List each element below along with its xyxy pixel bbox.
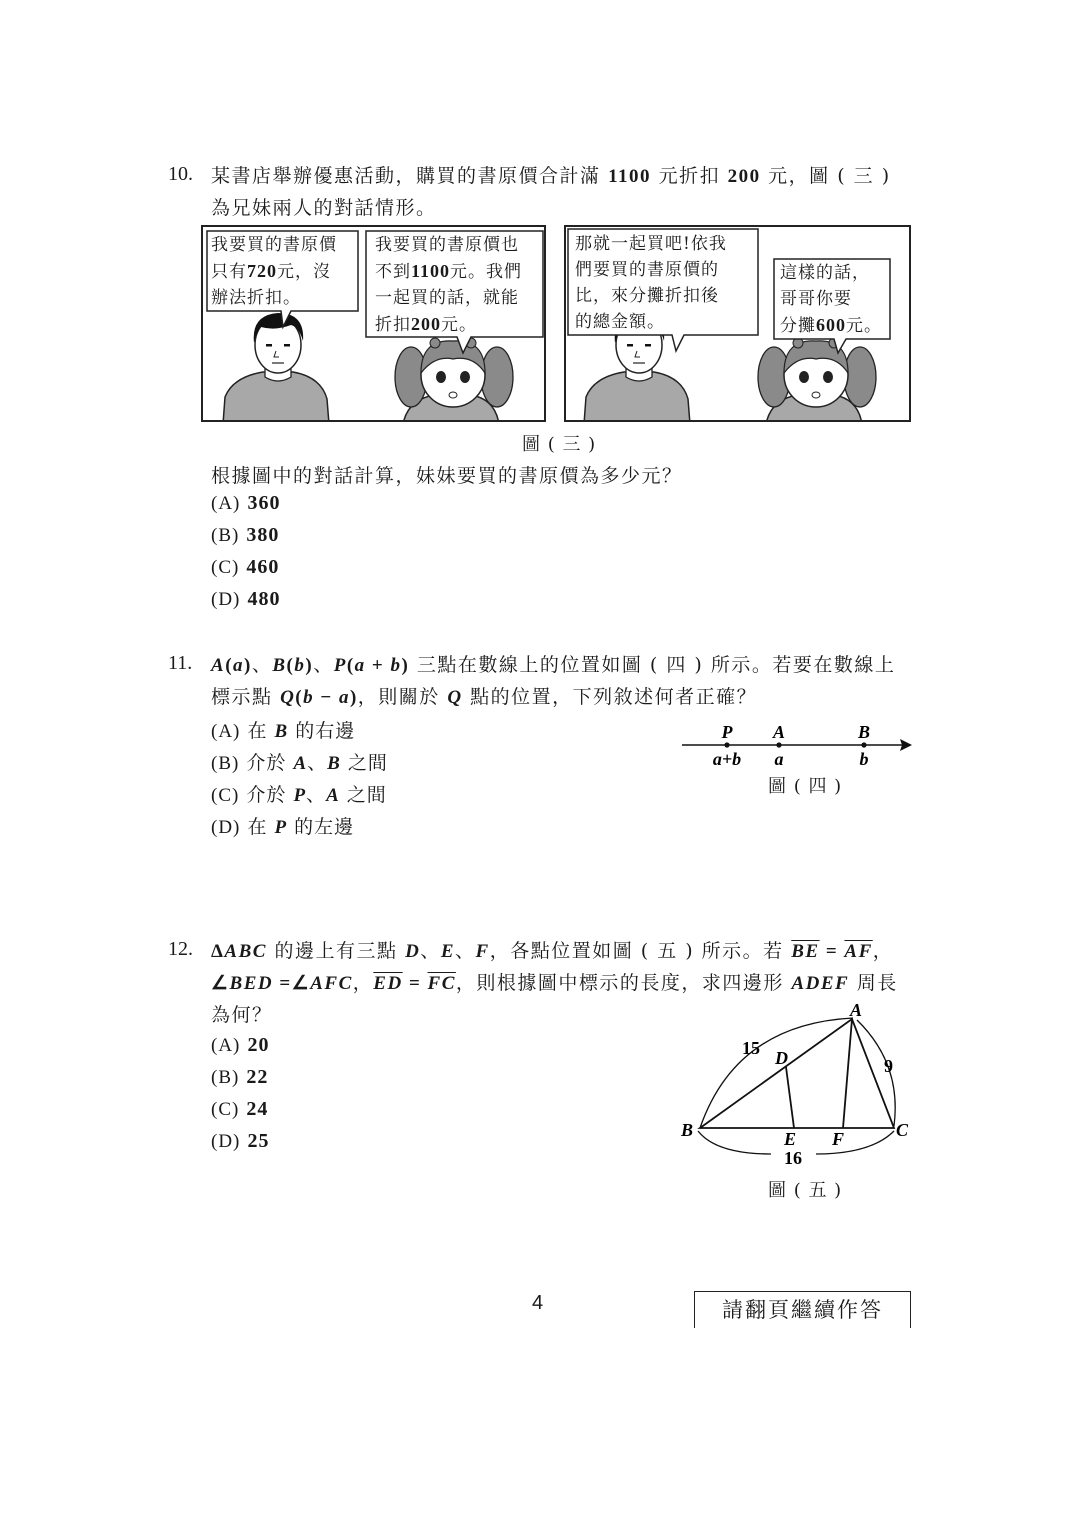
q12-triangle-name: ABC xyxy=(224,941,267,962)
q12-option-b[interactable] xyxy=(211,1066,268,1089)
bubble-line: 比，來分攤折扣後 xyxy=(575,286,719,306)
boy-figure xyxy=(223,313,329,422)
point-d-label: D xyxy=(775,1048,788,1068)
bubble-line: 一起買的話，就能 xyxy=(375,288,519,308)
comic-panel-2 xyxy=(564,225,911,422)
option-text: 在 xyxy=(247,720,268,742)
q11-stem-line2: 標示點 Q(b − a)，則關於 Q 點的位置，下列敘述何者正確？ xyxy=(211,686,758,708)
bubble-line xyxy=(375,258,545,285)
option-value: 25 xyxy=(247,1130,270,1152)
label-a: A xyxy=(772,722,786,742)
figure-3-caption: 圖 ( 三 ) xyxy=(522,434,597,455)
option-var: A xyxy=(293,753,308,774)
girl-figure xyxy=(395,338,513,422)
option-label: (A) xyxy=(211,721,241,742)
bubble-line xyxy=(375,311,545,338)
option-value: 380 xyxy=(246,524,280,546)
q11-stem-line1: A(a)、B(b)、P(a + b) 三點在數線上的位置如圖 ( 四 ) 所示。若要在數線上 xyxy=(211,654,896,676)
bubble-number: 600 xyxy=(816,315,846,335)
option-text: 之間 xyxy=(347,752,388,774)
girl-figure xyxy=(758,338,876,422)
speech-bubble-girl-2 xyxy=(780,260,892,339)
brace-arc-bc-left xyxy=(698,1131,771,1154)
bubble-text-seg: 折扣 xyxy=(375,315,411,335)
option-var: B xyxy=(274,721,289,742)
option-value: 460 xyxy=(246,556,280,578)
point-e-label: E xyxy=(784,1129,797,1149)
label-p: P xyxy=(721,722,733,742)
bubble-text-seg: 元。 xyxy=(846,316,882,336)
bubble-line: 辦法折扣。 xyxy=(211,288,301,308)
point-a-dot xyxy=(776,742,781,747)
bubble-number: 1100 xyxy=(411,261,451,281)
q12-stem-line2: ∠BED =∠AFC，$\overline{ED} = \overline{FC}$，則根據圖中標示的長度，求四邊形 ADEF 周長 xyxy=(211,972,898,994)
option-text: 在 xyxy=(247,816,268,838)
vertex-a-label: A xyxy=(850,1004,863,1020)
q10-number: 10. xyxy=(168,163,193,185)
coord-a-plus-b: a+b xyxy=(712,749,742,769)
bubble-line xyxy=(780,312,892,339)
option-text: 介於 xyxy=(246,752,287,774)
figure-4-caption: 圖 ( 四 ) xyxy=(768,776,843,797)
turn-page-box: 請翻頁繼續作答 xyxy=(694,1291,911,1328)
option-text: 介於 xyxy=(246,784,287,806)
option-label: (A) xyxy=(211,1035,241,1056)
speech-bubble-boy-1 xyxy=(211,232,361,311)
vertex-b-label: B xyxy=(681,1120,694,1140)
bubble-line: 我要買的書原價也 xyxy=(375,235,519,255)
bubble-text-seg: 不到 xyxy=(375,262,411,282)
bubble-line: 哥哥你要 xyxy=(780,289,852,309)
coord-b: b xyxy=(859,749,869,769)
option-var: P xyxy=(293,785,307,806)
option-value: 22 xyxy=(246,1066,269,1088)
q10-option-a[interactable] xyxy=(211,492,280,515)
brace-arc-bc-right xyxy=(816,1131,894,1154)
option-text: 的右邊 xyxy=(295,720,356,742)
option-label: (B) xyxy=(211,753,240,774)
segment-de xyxy=(786,1067,794,1128)
q11-option-a[interactable] xyxy=(211,716,355,743)
q11-number: 11. xyxy=(168,652,193,674)
q11-points-expr: A xyxy=(211,655,226,676)
figure-5-caption: 圖 ( 五 ) xyxy=(768,1180,843,1201)
point-b-dot xyxy=(861,742,866,747)
option-label: (B) xyxy=(211,1067,240,1088)
segment-af xyxy=(843,1019,852,1128)
option-label: (C) xyxy=(211,1099,240,1120)
bubble-number: 720 xyxy=(247,261,277,281)
q11-option-b[interactable] xyxy=(211,748,388,775)
length-16-label: 16 xyxy=(784,1148,802,1168)
option-value: 360 xyxy=(247,492,281,514)
option-label: (B) xyxy=(211,525,240,546)
option-label: (D) xyxy=(211,817,241,838)
triangle-figure xyxy=(676,1004,916,1174)
label-b: B xyxy=(857,722,871,742)
speech-bubble-boy-2 xyxy=(575,231,759,335)
bubble-line xyxy=(211,258,361,285)
q10-threshold: 1100 xyxy=(608,166,652,187)
bubble-text-seg: 只有 xyxy=(211,262,247,282)
q10-discount: 200 xyxy=(727,166,761,187)
option-var: B xyxy=(327,753,341,774)
bubble-line: 的總金額。 xyxy=(575,312,665,332)
q11-option-d[interactable] xyxy=(211,812,354,839)
q10-option-c[interactable] xyxy=(211,556,279,579)
option-var: A xyxy=(326,785,340,806)
length-9-label: 9 xyxy=(884,1056,893,1076)
option-sep: 、 xyxy=(307,752,328,774)
point-f-label: F xyxy=(832,1129,845,1149)
q12-number: 12. xyxy=(168,938,193,960)
bubble-text-seg: 元。 xyxy=(441,315,477,335)
option-label: (A) xyxy=(211,493,241,514)
q11-stem-text-a: 標示點 xyxy=(211,686,273,708)
q12-stem-text-a: 的邊上有三點 xyxy=(274,940,398,962)
q12-stem-text-c: 周長 xyxy=(856,972,898,994)
option-label: (D) xyxy=(211,589,241,610)
q12-option-d[interactable] xyxy=(211,1130,269,1153)
option-text: 的左邊 xyxy=(294,816,355,838)
q10-option-d[interactable] xyxy=(211,588,280,611)
page-number: 4 xyxy=(532,1292,544,1314)
bubble-line: 們要買的書原價的 xyxy=(575,260,719,280)
vertex-c-label: C xyxy=(896,1120,909,1140)
option-text: 之間 xyxy=(346,784,387,806)
q11-option-c[interactable] xyxy=(211,780,387,807)
bubble-line: 那就一起買吧!依我 xyxy=(575,234,727,254)
q10-stem-line2: 為兄妹兩人的對話情形。 xyxy=(211,197,437,219)
bubble-text-seg: 元。我們 xyxy=(450,262,523,282)
q12-stem-line3: 為何？ xyxy=(211,1004,273,1026)
q10-option-b[interactable] xyxy=(211,524,279,547)
bubble-line: 這樣的話， xyxy=(780,263,870,283)
option-value: 20 xyxy=(247,1034,270,1056)
option-sep: 、 xyxy=(306,784,327,806)
q11-stem-text: 三點在數線上的位置如圖 ( 四 ) 所示。若要在數線上 xyxy=(416,654,896,676)
point-p-dot xyxy=(724,742,729,747)
q10-stem-text-a: 某書店舉辦優惠活動，購買的書原價合計滿 xyxy=(211,165,601,187)
bubble-line: 我要買的書原價 xyxy=(211,235,337,255)
bubble-text-seg: 元，沒 xyxy=(277,262,331,282)
q10-question: 根據圖中的對話計算，妹妹要買的書原價為多少元？ xyxy=(211,465,683,487)
bubble-number: 200 xyxy=(411,314,441,334)
q12-option-a[interactable] xyxy=(211,1034,269,1057)
speech-bubble-girl-1 xyxy=(375,232,545,338)
q12-stem-line1: ΔABC 的邊上有三點 D、E、F，各點位置如圖 ( 五 ) 所示。若 $\overline{BE} = \overline{AF}$， xyxy=(211,940,894,962)
number-line-figure xyxy=(676,718,926,778)
q12-stem-text-b: ，各點位置如圖 ( 五 ) 所示。若 xyxy=(489,940,784,962)
option-label: (D) xyxy=(211,1131,241,1152)
option-value: 24 xyxy=(246,1098,269,1120)
q10-stem-text-b: 元折扣 xyxy=(658,165,721,187)
option-label: (C) xyxy=(211,557,240,578)
length-15-label: 15 xyxy=(742,1038,760,1058)
q12-option-c[interactable] xyxy=(211,1098,268,1121)
bubble-text-seg: 分攤 xyxy=(780,316,816,336)
option-var: P xyxy=(274,817,288,838)
q11-stem-text-c: 點的位置，下列敘述何者正確？ xyxy=(470,686,758,708)
comic-panel-1 xyxy=(201,225,546,422)
q10-stem-text-c: 元，圖 ( 三 ) xyxy=(768,165,891,187)
q11-stem-text-b: ，則關於 xyxy=(357,686,440,708)
option-label: (C) xyxy=(211,785,240,806)
q12-stem-text-b: ，則根據圖中標示的長度，求四邊形 xyxy=(455,972,784,994)
q11-point-q-expr: Q xyxy=(280,687,296,708)
option-value: 480 xyxy=(247,588,281,610)
coord-a: a xyxy=(774,749,784,769)
q10-stem-line1 xyxy=(211,160,891,193)
